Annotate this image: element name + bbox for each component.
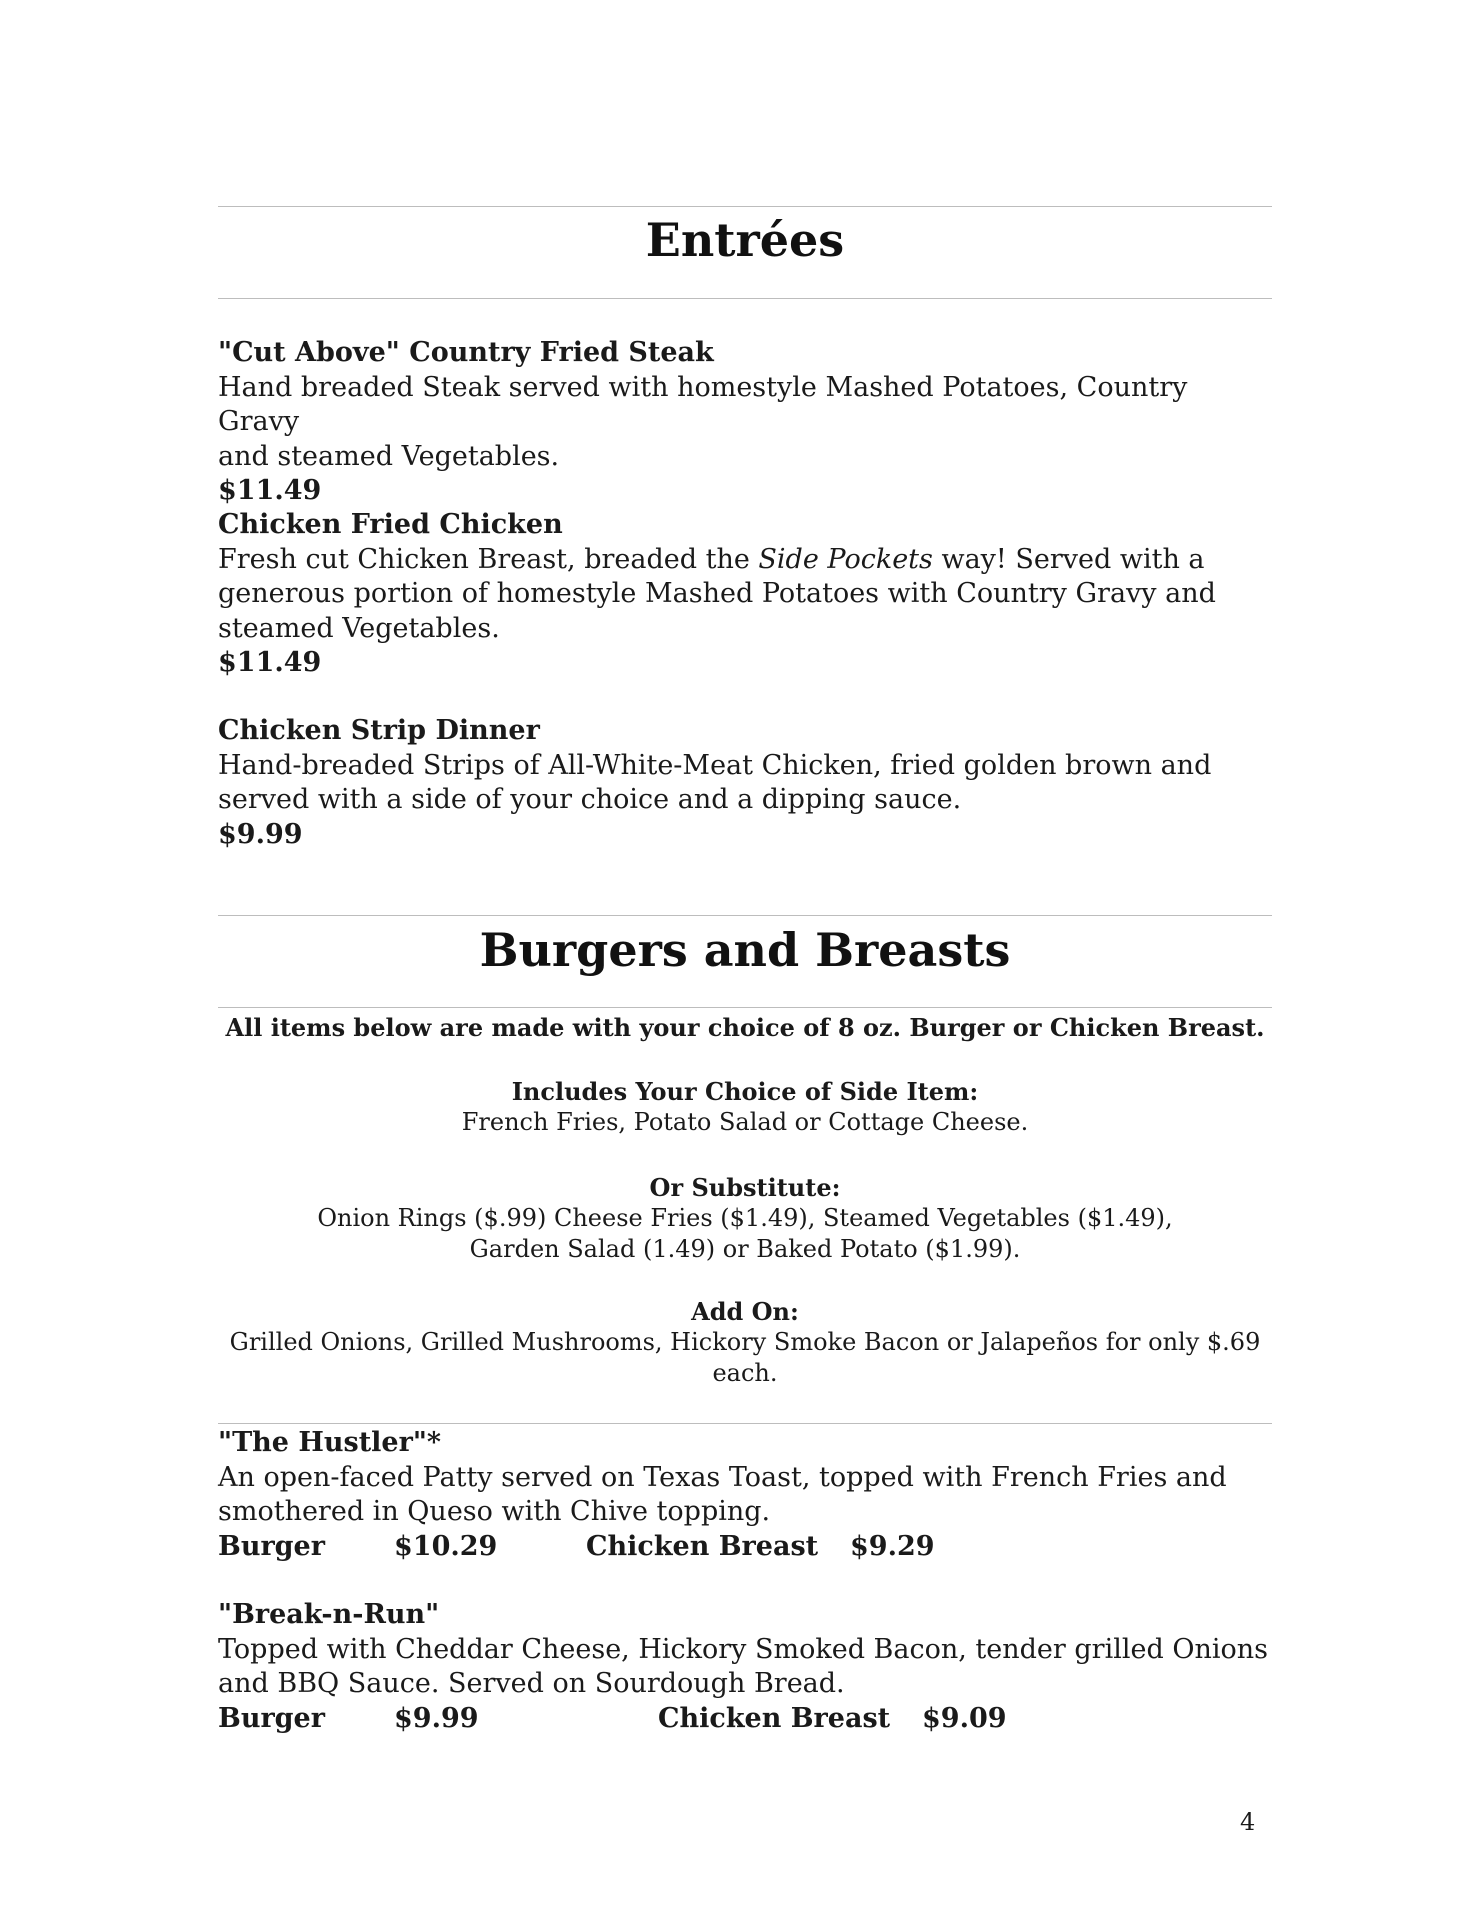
side-item-options: French Fries, Potato Salad or Cottage Cheese. (461, 1108, 1029, 1136)
item-description: smothered in Queso with Chive topping. (218, 1496, 771, 1527)
chicken-label: Chicken Breast (658, 1702, 891, 1734)
addon-heading: Add On: (691, 1297, 799, 1326)
menu-item-the-hustler (218, 1426, 1272, 1564)
substitute-info (218, 1172, 1272, 1265)
burgers-intro: All items below are made with your choice of 8 oz. Burger or Chicken Breast. (225, 1013, 1265, 1042)
item-description: served with a side of your choice and a dipping sauce. (218, 784, 962, 815)
item-name: "The Hustler"* (218, 1427, 442, 1458)
menu-item-chicken-strip-dinner (218, 714, 1272, 852)
item-description: Hand-breaded Strips of All-White-Meat Chicken, fried golden brown and (218, 749, 1212, 781)
divider-rule (218, 1007, 1272, 1008)
page-number: 4 (1240, 1808, 1256, 1836)
desc-text: Fresh cut Chicken Breast, breaded the (218, 543, 759, 575)
item-price: $9.99 (218, 818, 303, 850)
addon-info (218, 1296, 1272, 1389)
burger-label: Burger (218, 1702, 325, 1734)
item-description: and steamed Vegetables. (218, 440, 560, 472)
burger-price: $10.29 (394, 1530, 498, 1562)
desc-text: way! Served with a (932, 543, 1205, 575)
menu-item-break-n-run (218, 1598, 1272, 1736)
burger-label: Burger (218, 1530, 325, 1562)
item-name: "Break-n-Run" (218, 1599, 440, 1630)
chicken-price: $9.09 (922, 1702, 1007, 1734)
divider-rule (218, 915, 1272, 916)
item-name: Chicken Fried Chicken (218, 509, 563, 540)
item-description: Hand breaded Steak served with homestyle Mashed Potatoes, Country Gravy (218, 371, 1188, 437)
section-title-burgers: Burgers and Breasts (479, 923, 1011, 977)
divider-rule (218, 206, 1272, 207)
item-name: "Cut Above" Country Fried Steak (218, 337, 714, 368)
side-item-info (218, 1076, 1272, 1138)
menu-page (218, 0, 1272, 1920)
chicken-label: Chicken Breast (586, 1530, 819, 1562)
item-price: $11.49 (218, 475, 322, 506)
divider-rule (218, 1423, 1272, 1424)
side-item-heading: Includes Your Choice of Side Item: (511, 1077, 979, 1106)
menu-item-chicken-fried-chicken (218, 508, 1272, 681)
divider-rule (218, 298, 1272, 299)
price-row (218, 1530, 1272, 1565)
substitute-heading: Or Substitute: (649, 1173, 841, 1202)
substitute-options: Onion Rings ($.99) Cheese Fries ($1.49), Steamed Vegetables ($1.49), (317, 1204, 1173, 1232)
item-name: Chicken Strip Dinner (218, 715, 540, 746)
substitute-options: Garden Salad (1.49) or Baked Potato ($1.99). (469, 1235, 1021, 1263)
item-description: Topped with Cheddar Cheese, Hickory Smoked Bacon, tender grilled Onions (218, 1633, 1268, 1665)
item-price: $11.49 (218, 647, 322, 678)
item-description: steamed Vegetables. (218, 612, 500, 644)
menu-item-country-fried-steak (218, 336, 1272, 509)
burger-price: $9.99 (394, 1702, 479, 1734)
item-description: and BBQ Sauce. Served on Sourdough Bread. (218, 1668, 845, 1699)
item-description: generous portion of homestyle Mashed Potatoes with Country Gravy and (218, 578, 1216, 609)
item-description (218, 543, 1272, 578)
desc-italic-brand: Side Pockets (758, 543, 933, 575)
item-description: An open-faced Patty served on Texas Toast, topped with French Fries and (218, 1461, 1227, 1493)
addon-options: Grilled Onions, Grilled Mushrooms, Hickory Smoke Bacon or Jalapeños for only $.69 (229, 1328, 1261, 1356)
addon-options: each. (712, 1359, 778, 1387)
price-row (218, 1702, 1272, 1737)
section-title-entrees: Entrées (645, 213, 845, 267)
chicken-price: $9.29 (850, 1530, 935, 1562)
